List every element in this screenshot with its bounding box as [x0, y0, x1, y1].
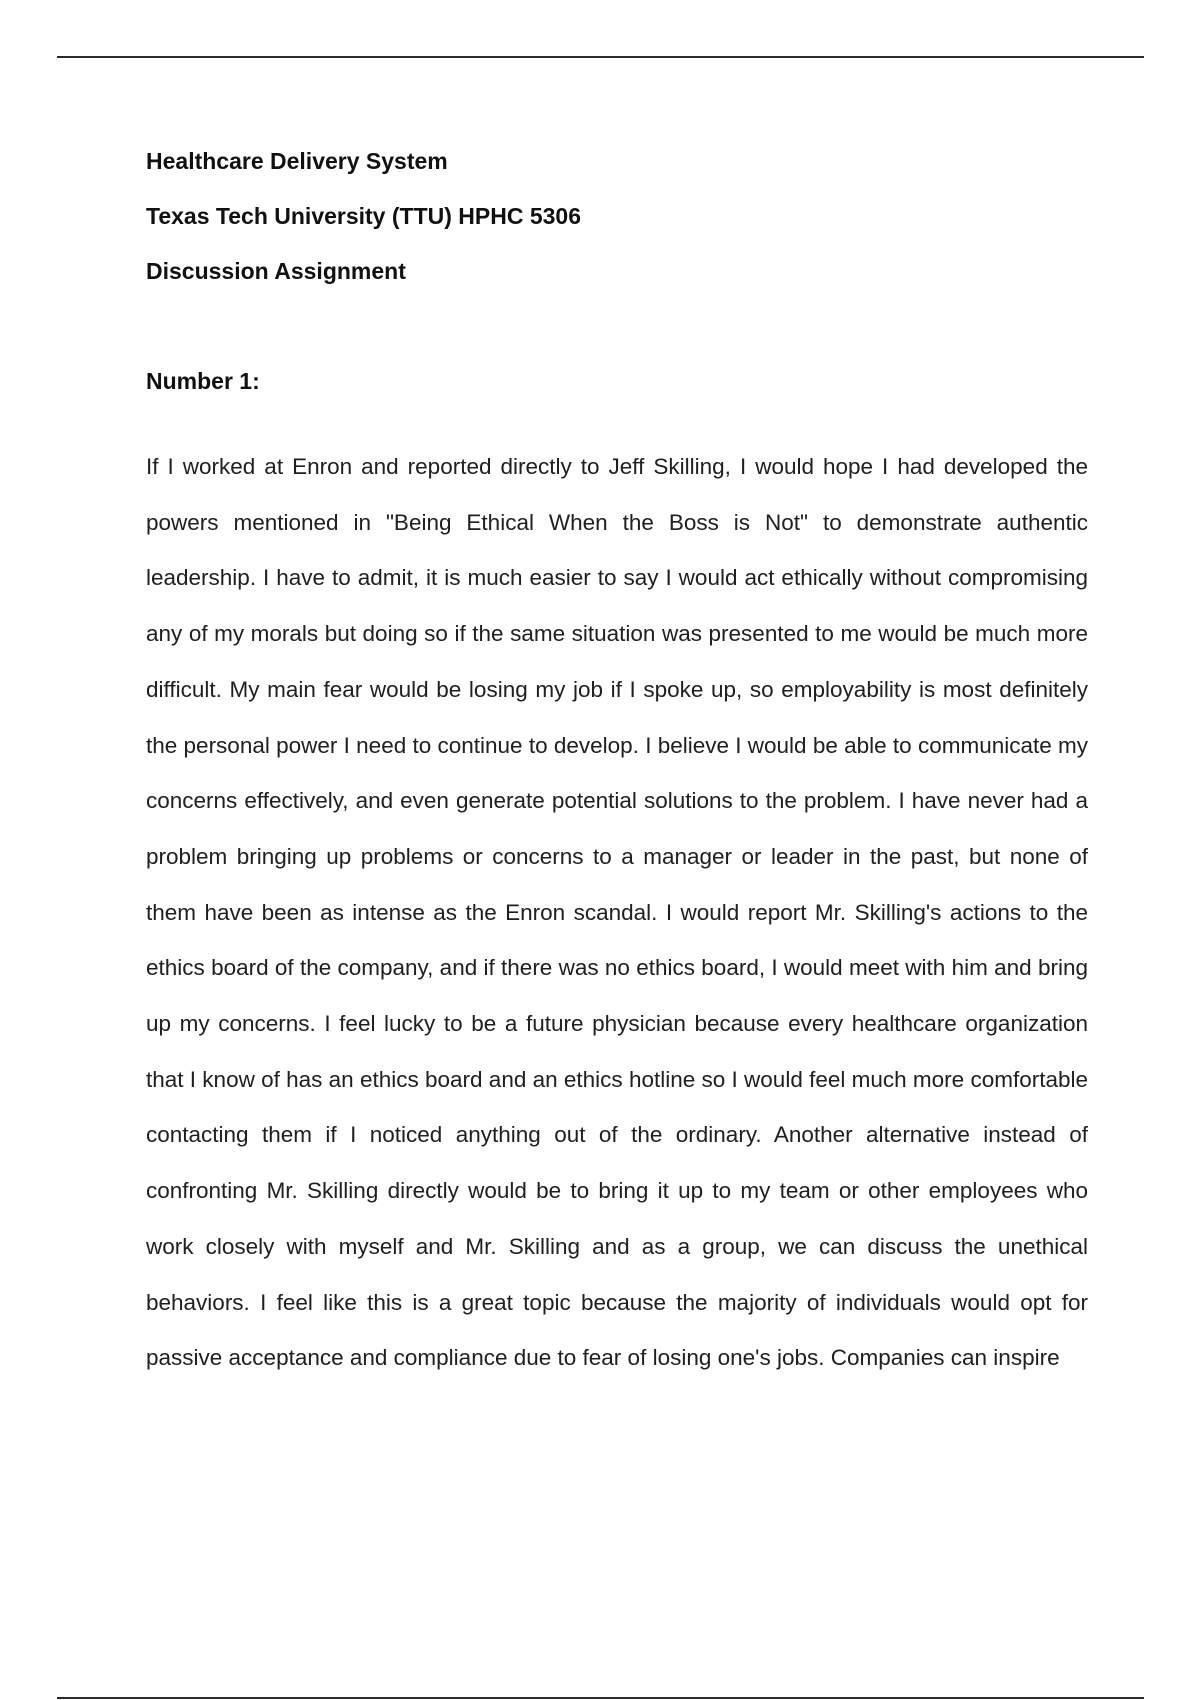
assignment-type: Discussion Assignment [146, 258, 406, 284]
course-title: Healthcare Delivery System [146, 148, 448, 174]
course-code: Texas Tech University (TTU) HPHC 5306 [146, 203, 582, 229]
top-rule [57, 56, 1144, 58]
bottom-rule [57, 1697, 1144, 1699]
section-title: Number 1: [146, 368, 260, 394]
section-body: If I worked at Enron and reported directly to Jeff Skilling, I would hope I had developed the powers mentioned in "Being Ethical When the Boss is Not" to demonstrate authentic leadership. I have to admit, it is much easier to say I would act ethically without compromising any of my morals but doing so if the same situation was presented to me would be much more difficult. My main fear would be losing my job if I spoke up, so employability is most definitely the personal power I need to continue to develop. I believe I would be able to communicate my concerns effectively, and even generate potential solutions to the problem. I have never had a problem bringing up problems or concerns to a manager or leader in the past, but none of them have been as intense as the Enron scandal. I would report Mr. Skilling's actions to the ethics board of the company, and if there was no ethics board, I would meet with him and bring up my concerns. I feel lucky to be a future physician because every healthcare organization that I know of has an ethics board and an ethics hotline so I would feel much more comfortable contacting them if I noticed anything out of the ordinary. Another alternative instead of confronting Mr. Skilling directly would be to bring it up to my team or other employees who work closely with myself and Mr. Skilling and as a group, we can discuss the unethical behaviors. I feel like this is a great topic because the majority of individuals would opt for passive acceptance and compliance due to fear of losing one's jobs. Companies can inspire [146, 454, 1088, 1371]
document-page [146, 145, 1088, 1386]
